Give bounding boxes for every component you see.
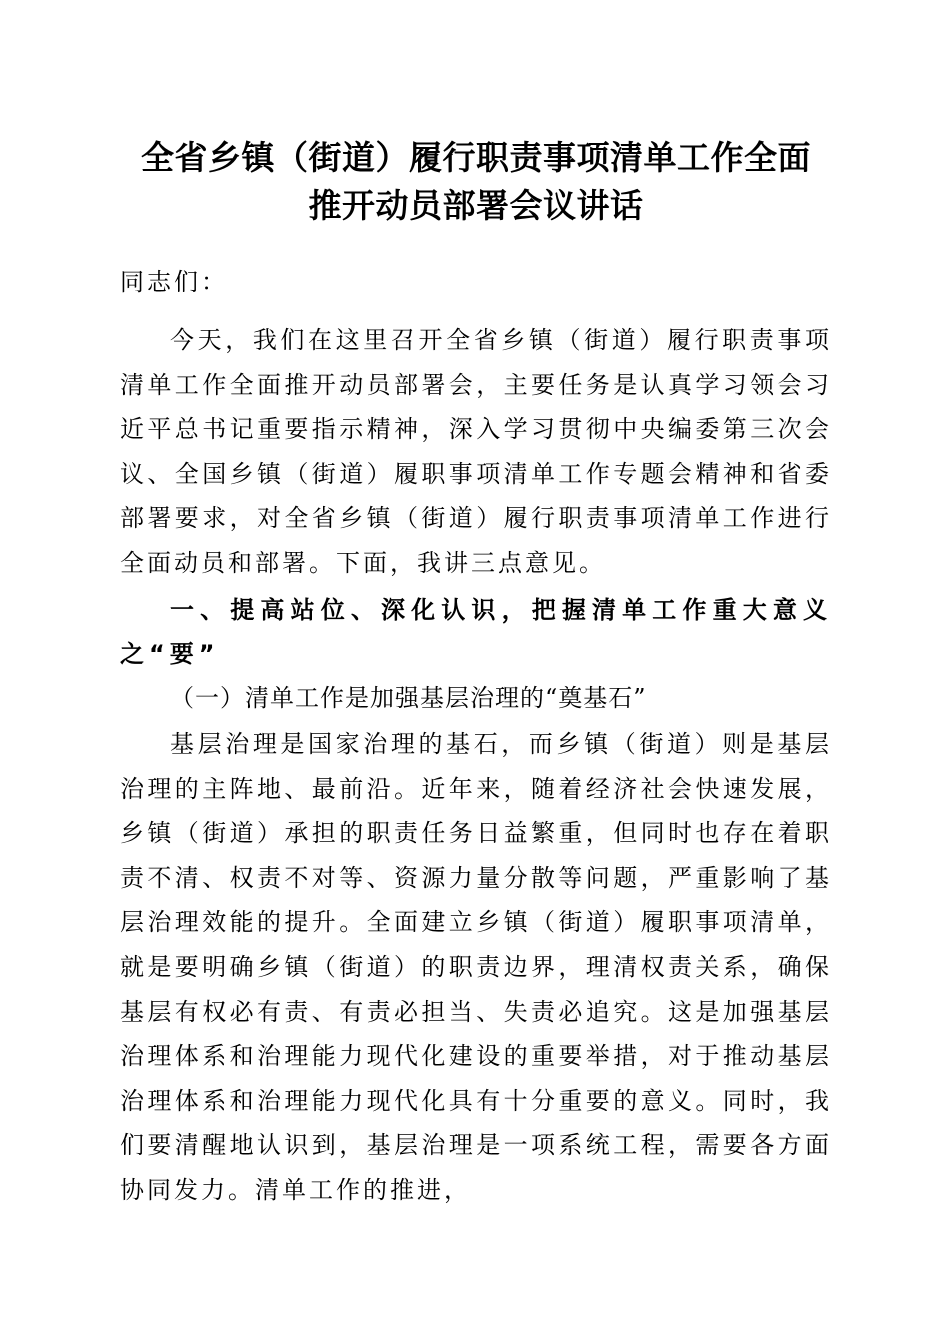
intro-paragraph: 今天，我们在这里召开全省乡镇（街道）履行职责事项清单工作全面推开动员部署会，主要任务是认真学习领会习近平总书记重要指示精神，深入学习贯彻中央编委第三次会议、全国乡镇（街道）履职事项清单工作专题会精神和省委部署要求，对全省乡镇（街道）履行职责事项清单工作进行全面动员和部署。下面，我讲三点意见。 (120, 326, 832, 577)
title-line-2: 推开动员部署会议讲话 (308, 186, 644, 225)
body-paragraph-1: 基层治理是国家治理的基石，而乡镇（街道）则是基层治理的主阵地、最前沿。近年来，随着经济社会快速发展，乡镇（街道）承担的职责任务日益繁重，但同时也存在着职责不清、权责不对等、资源力量分散等问题，严重影响了基层治理效能的提升。全面建立乡镇（街道）履职事项清单，就是要明确乡镇（街道）的职责边界，理清权责关系，确保基层有权必有责、有责必担当、失责必追究。这是加强基层治理体系和治理能力现代化建设的重要举措，对于推动基层治理体系和治理能力现代化具有十分重要的意义。同时，我们要清醒地认识到，基层治理是一项系统工程，需要各方面协同发力。清单工作的推进， (120, 730, 832, 1204)
salutation: 同志们： (120, 268, 228, 296)
section-heading-1: 一、提高站位、深化认识，把握清单工作重大意义之“要” (120, 596, 832, 668)
document-title (120, 134, 832, 230)
subsection-heading-1: （一）清单工作是加强基层治理的“奠基石” (170, 684, 647, 712)
title-line-1: 全省乡镇（街道）履行职责事项清单工作全面 (141, 138, 811, 177)
